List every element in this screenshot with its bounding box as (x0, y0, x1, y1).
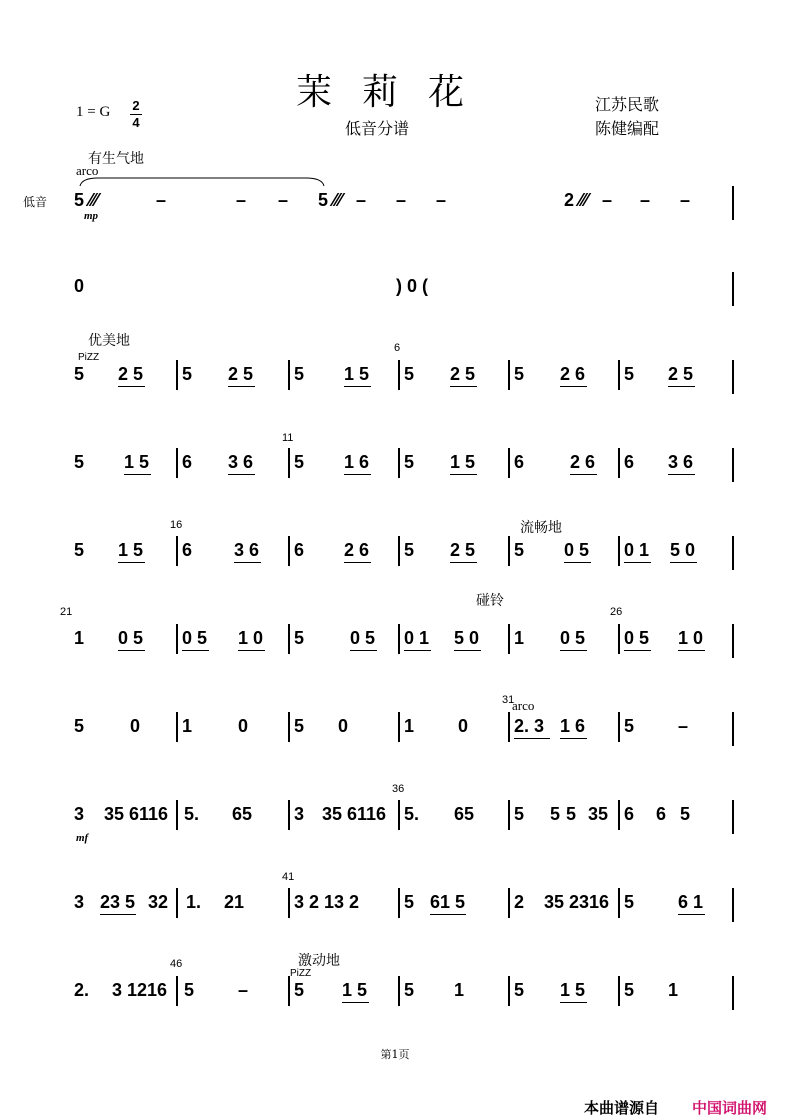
beam-line (450, 474, 477, 475)
note-group: 5 ⁄⁄⁄ (74, 190, 99, 210)
note-group: 5 (550, 804, 561, 824)
measure-number: 46 (170, 958, 183, 970)
measure-number: 26 (610, 606, 623, 618)
note-group: 0 (74, 276, 85, 296)
bar-line (508, 888, 510, 918)
bar-line (176, 712, 178, 742)
note-group: 5 (514, 804, 525, 824)
note-group: 5 0 (670, 540, 696, 560)
note-group: – (640, 190, 651, 210)
dynamic-mf: mf (76, 832, 89, 844)
note-group: 5 (294, 364, 305, 384)
note-group: ) 0 ( (396, 276, 429, 296)
note-group: 6 (182, 452, 193, 472)
bar-line (176, 448, 178, 478)
note-group: 21 (224, 892, 245, 912)
beam-line (678, 650, 705, 651)
beam-line (514, 738, 550, 739)
arco-marking: arco (76, 163, 99, 178)
note-group: 2 5 (668, 364, 694, 384)
beam-line (564, 562, 591, 563)
beam-line (234, 562, 261, 563)
note-group: 3 6 (228, 452, 254, 472)
score-row (74, 452, 734, 482)
note-group: 35 6116 (322, 804, 387, 824)
beam-line (404, 650, 431, 651)
dynamic-mp: mp (84, 210, 99, 222)
note-group: 6 (624, 804, 635, 824)
system-end-bar (732, 888, 734, 922)
time-top: 2 (132, 98, 140, 113)
note-group: 3 (74, 804, 85, 824)
bar-line (618, 976, 620, 1006)
note-group: 0 5 (350, 628, 376, 648)
bar-line (176, 888, 178, 918)
footer-site: 中国词曲网 (692, 1099, 768, 1117)
note-group: 5 (74, 452, 85, 472)
beam-line (670, 562, 697, 563)
system-end-bar (732, 360, 734, 394)
bar-line (398, 448, 400, 478)
note-group: 2 5 (450, 364, 476, 384)
system-end-bar (732, 800, 734, 834)
note-group: 0 5 (624, 628, 650, 648)
system-end-bar (732, 712, 734, 746)
note-group: 0 1 (624, 540, 650, 560)
note-group: 32 (148, 892, 169, 912)
bar-line (618, 712, 620, 742)
time-bottom: 4 (132, 115, 140, 130)
pizz-marking: PiZZ (290, 968, 312, 979)
beam-line (430, 914, 466, 915)
note-group: 5 (404, 540, 415, 560)
expression-marking: 流畅地 (520, 520, 562, 536)
note-group: 5 (514, 540, 525, 560)
note-group: 5 (624, 980, 635, 1000)
beam-line (570, 474, 597, 475)
score-row (74, 804, 734, 834)
beam-line (118, 386, 145, 387)
beam-line (560, 738, 587, 739)
note-group: 5 (184, 980, 195, 1000)
beam-line (342, 1002, 369, 1003)
note-group: 1 (454, 980, 465, 1000)
origin-label: 江苏民歌 (595, 95, 660, 114)
bar-line (288, 712, 290, 742)
bar-line (508, 800, 510, 830)
measure-number: 21 (60, 606, 73, 618)
note-group: 0 (458, 716, 469, 736)
bar-line (288, 624, 290, 654)
beam-line (100, 914, 136, 915)
score-row (74, 540, 734, 570)
beam-line (454, 650, 481, 651)
note-group: 1 (668, 980, 679, 1000)
measure-number: 6 (394, 342, 401, 354)
note-group: 2 ⁄⁄⁄ (564, 190, 589, 210)
note-group: 5 (624, 716, 635, 736)
bar-line (618, 360, 620, 390)
arranger-label: 陈健编配 (595, 119, 660, 138)
note-group: – (678, 716, 689, 736)
note-group: 1. (186, 892, 202, 912)
note-group: 6 (182, 540, 193, 560)
note-group: 65 (454, 804, 475, 824)
note-group: – (156, 190, 167, 210)
note-group: 35 6116 (104, 804, 169, 824)
note-group: 2 5 (228, 364, 254, 384)
bar-line (176, 800, 178, 830)
beam-line (344, 474, 371, 475)
beam-line (344, 562, 371, 563)
score-row (74, 716, 734, 746)
note-group: 3 (74, 892, 85, 912)
expression-marking: 有生气地 (88, 151, 144, 167)
bar-line (288, 360, 290, 390)
beam-line (118, 562, 145, 563)
beam-line (560, 650, 587, 651)
system-end-bar (732, 624, 734, 658)
note-group: 1 5 (118, 540, 144, 560)
note-group: 5 (624, 892, 635, 912)
note-group: 0 5 (118, 628, 144, 648)
beam-line (238, 650, 265, 651)
note-group: 5 (404, 364, 415, 384)
note-group: 2 5 (450, 540, 476, 560)
bar-line (508, 976, 510, 1006)
bar-line (288, 800, 290, 830)
measure-number: 16 (170, 519, 183, 531)
note-group: 5 (294, 628, 305, 648)
note-group: 23 5 (100, 892, 136, 912)
note-group: 6 (624, 452, 635, 472)
note-group: 2. (74, 980, 90, 1000)
note-group: 0 1 (404, 628, 430, 648)
note-group: – (436, 190, 447, 210)
note-group: 1 5 (450, 452, 476, 472)
pizz-marking: PiZZ (78, 352, 100, 363)
beam-line (228, 474, 255, 475)
bar-line (618, 800, 620, 830)
note-group: 0 (130, 716, 141, 736)
note-group: 1 5 (344, 364, 370, 384)
note-group: 6 (294, 540, 305, 560)
beam-line (678, 914, 705, 915)
page-number: 第1页 (380, 1048, 410, 1061)
bar-line (618, 888, 620, 918)
score-row (74, 980, 734, 1010)
note-group: 1 6 (560, 716, 586, 736)
note-group: 5 (294, 980, 305, 1000)
note-group: 1 6 (344, 452, 370, 472)
beam-line (228, 386, 255, 387)
note-group: 0 (238, 716, 249, 736)
note-group: 0 5 (564, 540, 590, 560)
note-group: – (356, 190, 367, 210)
beam-line (624, 562, 651, 563)
note-group: – (602, 190, 613, 210)
bar-line (508, 536, 510, 566)
note-group: 5 (624, 364, 635, 384)
note-group: 5. (404, 804, 420, 824)
score-subtitle: 低音分谱 (345, 119, 410, 138)
note-group: 6 (656, 804, 667, 824)
note-group: 5 (294, 716, 305, 736)
expression-marking: 优美地 (88, 333, 130, 349)
note-group: 5 (404, 892, 415, 912)
beam-line (124, 474, 151, 475)
note-group: 5 (74, 716, 85, 736)
beam-line (450, 562, 477, 563)
beam-line (560, 386, 587, 387)
beam-line (344, 386, 371, 387)
bar-line (288, 888, 290, 918)
beam-line (350, 650, 377, 651)
beam-line (560, 1002, 587, 1003)
note-group: 5 (404, 980, 415, 1000)
bar-line (508, 624, 510, 654)
note-group: 0 (338, 716, 349, 736)
note-group: 5 (514, 364, 525, 384)
bar-line (176, 360, 178, 390)
note-group: 2 5 (118, 364, 144, 384)
note-group: 65 (232, 804, 253, 824)
bar-line (398, 888, 400, 918)
note-group: 2. 3 (514, 716, 545, 736)
measure-number: 11 (282, 432, 294, 444)
beam-line (182, 650, 209, 651)
bar-line (398, 624, 400, 654)
note-group: 1 0 (238, 628, 264, 648)
note-group: 1 (182, 716, 193, 736)
note-group: 5 (680, 804, 691, 824)
bar-line (288, 536, 290, 566)
note-group: 35 (588, 804, 609, 824)
beam-line (668, 474, 695, 475)
bar-line (618, 448, 620, 478)
bar-line (288, 976, 290, 1006)
note-group: 3 6 (668, 452, 694, 472)
note-group: – (278, 190, 289, 210)
note-group: 5 (514, 980, 525, 1000)
note-group: – (680, 190, 691, 210)
bar-line (618, 624, 620, 654)
note-group: 3 1216 (112, 980, 168, 1000)
score-row (74, 190, 734, 220)
note-group: 1 (74, 628, 85, 648)
measure-number: 36 (392, 783, 405, 795)
note-group: 0 5 (560, 628, 586, 648)
bar-line (398, 976, 400, 1006)
note-group: 5 (404, 452, 415, 472)
note-group: 5 0 (454, 628, 480, 648)
note-group: 6 1 (678, 892, 704, 912)
note-group: 2 6 (570, 452, 596, 472)
system-end-bar (732, 976, 734, 1010)
bar-line (508, 360, 510, 390)
bar-line (398, 712, 400, 742)
note-group: 2 6 (344, 540, 370, 560)
note-group: 1 0 (678, 628, 704, 648)
bar-line (176, 976, 178, 1006)
note-group: – (238, 980, 249, 1000)
note-group: 2 (514, 892, 525, 912)
note-group: 2 6 (560, 364, 586, 384)
measure-number: 41 (282, 871, 295, 883)
bar-line (398, 536, 400, 566)
measure-number: 31 (502, 694, 515, 706)
note-group: 1 5 (342, 980, 368, 1000)
note-group: 3 6 (234, 540, 260, 560)
note-group: 5 (74, 540, 85, 560)
note-group: 3 (294, 804, 305, 824)
note-group: 1 (514, 628, 525, 648)
note-group: 61 5 (430, 892, 466, 912)
bar-line (398, 360, 400, 390)
system-end-bar (732, 536, 734, 570)
note-group: 5 (566, 804, 577, 824)
slur-arc (78, 174, 326, 188)
note-group: 1 5 (560, 980, 586, 1000)
note-group: 0 5 (182, 628, 208, 648)
note-group: 1 5 (124, 452, 150, 472)
note-group: 3 2 13 2 (294, 892, 360, 912)
note-group: 5. (184, 804, 200, 824)
system-end-bar (732, 448, 734, 482)
note-group: 5 (182, 364, 193, 384)
note-group: – (396, 190, 407, 210)
note-group: 1 (404, 716, 415, 736)
time-signature (130, 99, 142, 130)
bar-line (288, 448, 290, 478)
beam-line (118, 650, 145, 651)
system-end-bar (732, 186, 734, 220)
arco-marking: arco (512, 698, 535, 713)
system-end-bar (732, 272, 734, 306)
bar-line (508, 448, 510, 478)
note-group: 5 (294, 452, 305, 472)
bar-line (508, 712, 510, 742)
score-row (74, 276, 734, 306)
beam-line (668, 386, 695, 387)
note-group: 5 (74, 364, 85, 384)
score-row (74, 364, 734, 394)
bar-line (176, 536, 178, 566)
score-title: 茉莉花 (295, 72, 494, 113)
note-group: 6 (514, 452, 525, 472)
beam-line (450, 386, 477, 387)
key-signature: 1 = G (76, 104, 111, 120)
beam-line (624, 650, 651, 651)
score-row (74, 628, 734, 658)
note-group: – (236, 190, 247, 210)
part-label: 低音 (23, 195, 48, 209)
footer-source: 本曲谱源自 (584, 1099, 660, 1117)
instrument-cue: 碰铃 (476, 593, 504, 609)
bar-line (618, 536, 620, 566)
expression-marking: 激动地 (298, 953, 340, 969)
score-row (74, 892, 734, 922)
note-group: 5 ⁄⁄⁄ (318, 190, 343, 210)
bar-line (398, 800, 400, 830)
note-group: 35 2316 (544, 892, 610, 912)
bar-line (176, 624, 178, 654)
